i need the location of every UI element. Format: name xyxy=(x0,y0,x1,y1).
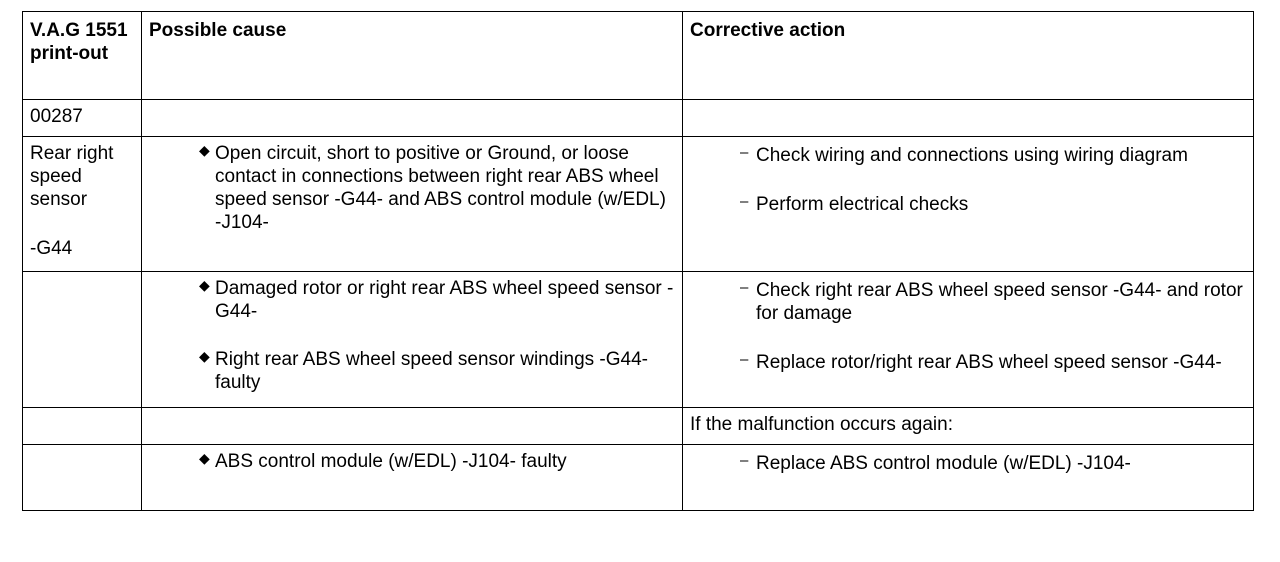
recurrence-text: If the malfunction occurs again: xyxy=(690,414,953,435)
action-list xyxy=(690,450,1246,475)
action-text: Perform electrical checks xyxy=(756,194,969,215)
action-item xyxy=(690,193,1246,216)
action-item xyxy=(690,452,1246,475)
diamond-bullet-icon: ◆ xyxy=(199,142,210,158)
fault-code-cell xyxy=(23,100,142,137)
action-item xyxy=(690,279,1246,325)
header-corrective-action: Corrective action xyxy=(683,12,1254,100)
module-row xyxy=(23,445,1254,511)
cause-list xyxy=(149,277,675,394)
action-cell xyxy=(683,445,1254,511)
action-text: Replace rotor/right rear ABS wheel speed sensor -G44- xyxy=(756,352,1222,373)
fault-code: 00287 xyxy=(30,106,83,127)
cause-cell xyxy=(142,445,683,511)
action-cell xyxy=(683,272,1254,408)
cause-list xyxy=(149,142,675,234)
empty-cell xyxy=(142,100,683,137)
action-text: Check right rear ABS wheel speed sensor -G44- and rotor for damage xyxy=(756,280,1243,324)
code-row xyxy=(23,100,1254,137)
cause-text: Open circuit, short to positive or Ground, or loose contact in connections between right rear ABS wheel speed sensor -G44- and ABS control module (w/EDL) -J104- xyxy=(215,143,666,233)
action-text: Check wiring and connections using wiring diagram xyxy=(756,145,1188,166)
dash-bullet-icon: – xyxy=(740,452,749,469)
sensor-cell xyxy=(23,137,142,272)
action-list xyxy=(690,142,1246,216)
recurrence-row xyxy=(23,408,1254,445)
header-row xyxy=(23,12,1254,100)
header-possible-cause: Possible cause xyxy=(142,12,683,100)
damage-row xyxy=(23,272,1254,408)
header-vag xyxy=(23,12,142,100)
dash-bullet-icon: – xyxy=(740,193,749,210)
header-vag-label: V.A.G 1551 print-out xyxy=(30,20,128,64)
cause-cell xyxy=(142,137,683,272)
cause-item xyxy=(149,277,675,323)
action-cell xyxy=(683,137,1254,272)
empty-cell xyxy=(23,272,142,408)
fault-table xyxy=(22,11,1254,511)
cause-list xyxy=(149,450,675,473)
action-item xyxy=(690,144,1246,167)
dash-bullet-icon: – xyxy=(740,279,749,296)
cause-cell xyxy=(142,272,683,408)
empty-cell xyxy=(23,408,142,445)
dash-bullet-icon: – xyxy=(740,351,749,368)
cause-text: Right rear ABS wheel speed sensor windings -G44- faulty xyxy=(215,349,649,393)
sensor-row xyxy=(23,137,1254,272)
action-text: Replace ABS control module (w/EDL) -J104- xyxy=(756,453,1131,474)
action-list xyxy=(690,277,1246,374)
diamond-bullet-icon: ◆ xyxy=(199,450,210,466)
empty-cell xyxy=(23,445,142,511)
empty-cell xyxy=(683,100,1254,137)
empty-cell xyxy=(142,408,683,445)
sensor-id: -G44 xyxy=(30,238,73,259)
diamond-bullet-icon: ◆ xyxy=(199,277,210,293)
cause-item xyxy=(149,450,675,473)
cause-text: Damaged rotor or right rear ABS wheel speed sensor -G44- xyxy=(215,278,674,322)
dash-bullet-icon: – xyxy=(740,144,749,161)
cause-text: ABS control module (w/EDL) -J104- faulty xyxy=(215,451,567,472)
sensor-name: Rear right speed sensor xyxy=(30,143,114,210)
cause-item xyxy=(149,348,675,394)
action-item xyxy=(690,351,1246,374)
diamond-bullet-icon: ◆ xyxy=(199,348,210,364)
recurrence-cell xyxy=(683,408,1254,445)
cause-item xyxy=(149,142,675,234)
